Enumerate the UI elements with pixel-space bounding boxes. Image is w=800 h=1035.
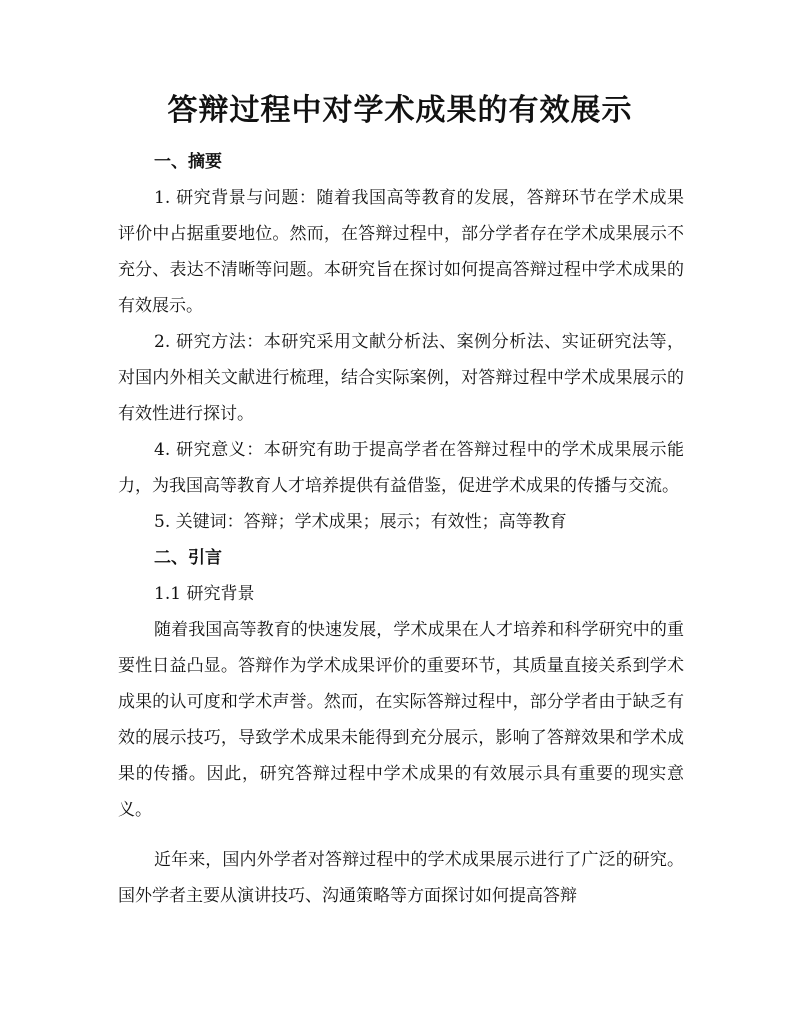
abstract-item-keywords: 5. 关键词：答辩；学术成果；展示；有效性；高等教育 (154, 512, 567, 532)
intro-heading: 二、引言 (154, 548, 222, 568)
paragraph-gap (118, 828, 684, 842)
intro-paragraph: 随着我国高等教育的快速发展，学术成果在人才培养和科学研究中的重要性日益凸显。答辩作为学术成果评价的重要环节，其质量直接关系到学术成果的认可度和学术声誉。然而，在实际答辩过程中，部分学者由于缺乏有效的展示技巧，导致学术成果未能得到充分展示，影响了答辩效果和学术成果的传播。因此，研究答辩过程中学术成果的有效展示具有重要的现实意义。 (118, 620, 684, 820)
document-title: 答辩过程中对学术成果的有效展示 (167, 93, 633, 128)
abstract-item-method: 2. 研究方法：本研究采用文献分析法、案例分析法、实证研究法等，对国内外相关文献进行梳理，结合实际案例，对答辩过程中学术成果展示的有效性进行探讨。 (118, 332, 684, 424)
document-body (118, 144, 684, 914)
intro-subheading: 1.1 研究背景 (154, 584, 255, 604)
abstract-item-significance: 4. 研究意义：本研究有助于提高学者在答辩过程中的学术成果展示能力，为我国高等教育人才培养提供有益借鉴，促进学术成果的传播与交流。 (118, 440, 684, 496)
abstract-heading: 一、摘要 (154, 152, 222, 172)
intro-paragraph: 近年来，国内外学者对答辩过程中的学术成果展示进行了广泛的研究。国外学者主要从演讲技巧、沟通策略等方面探讨如何提高答辩 (118, 850, 684, 906)
abstract-item-background: 1. 研究背景与问题：随着我国高等教育的发展，答辩环节在学术成果评价中占据重要地位。然而，在答辩过程中，部分学者存在学术成果展示不充分、表达不清晰等问题。本研究旨在探讨如何提高答辩过程中学术成果的有效展示。 (118, 188, 684, 316)
